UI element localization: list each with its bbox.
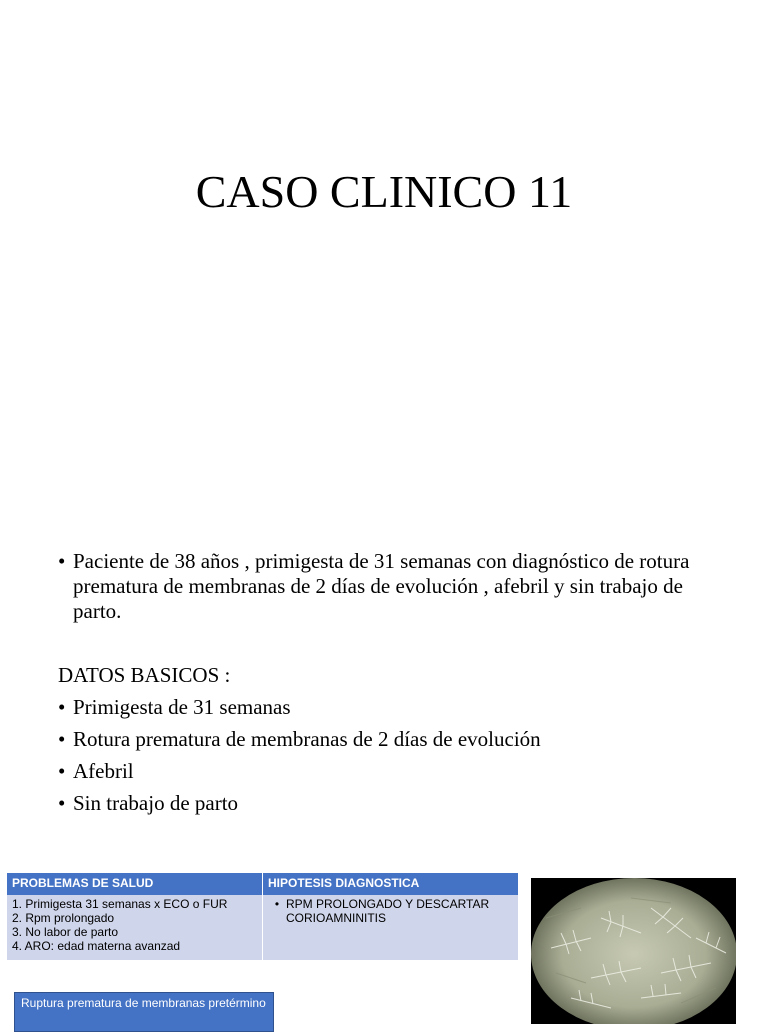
problem-item: 3. No labor de parto [12,925,119,939]
microscopy-fern-image [531,878,736,1024]
bullet-icon: • [274,897,280,911]
problem-item: 4. ARO: edad materna avanzad [12,939,181,953]
list-item-text: Sin trabajo de parto [73,791,239,815]
list-item [58,758,718,784]
intro-text: Paciente de 38 años , primigesta de 31 semanas con diagnóstico de rotura prematura de membranas de 2 días de evolución , afebril y sin trabajo de parto. [73,549,690,623]
hypothesis-text: RPM PROLONGADO Y DESCARTAR CORIOAMNINITIS [286,897,490,925]
table-row [7,895,518,960]
list-item-text: Rotura prematura de membranas de 2 días de evolución [73,727,541,751]
fern-pattern-graphic [531,878,736,1024]
header-problemas: PROBLEMAS DE SALUD [7,873,263,895]
problems-cell [7,895,263,960]
diagnosis-box: Ruptura prematura de membranas pretérmino [14,992,274,1032]
health-problems-table [7,873,518,960]
list-item [58,790,718,816]
slide-title: CASO CLINICO 11 [195,166,573,217]
datos-basicos-list [58,694,718,822]
bullet-icon: • [58,727,66,751]
bullet-icon: • [58,695,66,719]
bullet-icon: • [58,549,66,573]
problem-item: 1. Primigesta 31 semanas x ECO o FUR [12,897,228,911]
intro-bullet-row [58,549,718,624]
hypothesis-cell [263,895,518,960]
list-item-text: Primigesta de 31 semanas [73,695,291,719]
table-header-row [7,873,518,895]
bullet-icon: • [58,759,66,783]
bullet-icon: • [58,791,66,815]
problem-item: 2. Rpm prolongado [12,911,115,925]
datos-basicos-heading: DATOS BASICOS : [58,663,231,687]
intro-paragraph [58,549,718,624]
list-item [58,726,718,752]
header-hipotesis: HIPOTESIS DIAGNOSTICA [268,876,420,890]
list-item [58,694,718,720]
hypothesis-item [268,897,513,925]
list-item-text: Afebril [73,759,134,783]
